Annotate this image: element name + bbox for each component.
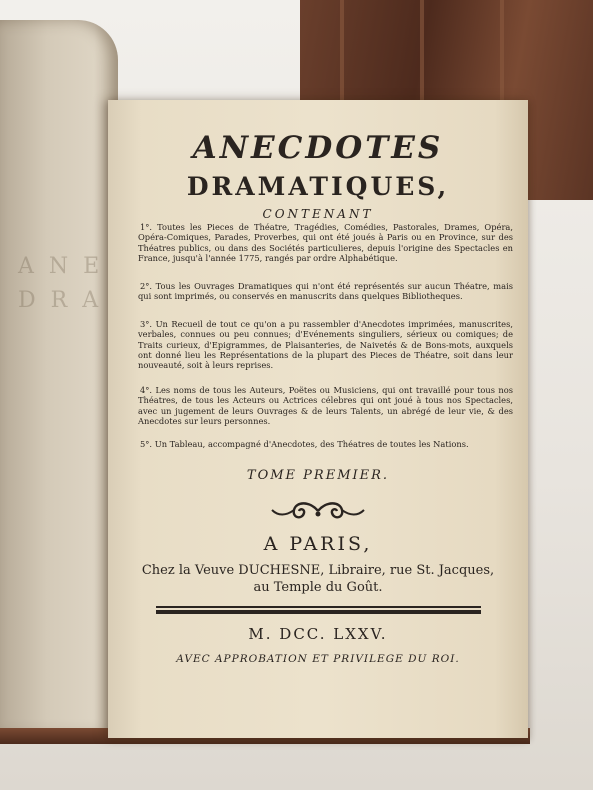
title-line-2: DRAMATIQUES, (186, 172, 450, 201)
contents-item-3: 3°. Un Recueil de tout ce qu'on a pu rassembler d'Anecdotes imprimées, manuscrites, verbales, connues ou peu connues; d'Evénements singuliers, sérieux ou comiques; de Traits curieux, d'Epigrammes, de Plaisanteries, de Naivetés & de Bons-mots, auxquels ont donné lieu les Représentations de la plupart des Pieces de Théatre, soit dans leur nouveauté, soit à leurs reprises. (138, 319, 513, 371)
publication-year: M. DCC. LXXV. (248, 625, 388, 643)
volume-label: TOME PREMIER. (246, 468, 390, 483)
publisher-block (108, 562, 528, 596)
title-page (108, 100, 528, 738)
show-through-text: A N E D R A (18, 254, 104, 313)
contents-item-2: 2°. Tous les Ouvrages Dramatiques qui n'ont été représentés sur aucun Théatre, mais qui sont imprimés, ou conservés en manuscrits dans quelques Bibliotheques. (138, 281, 513, 302)
title-line-1: ANECDOTES (192, 130, 444, 166)
left-facing-page (0, 20, 118, 735)
publisher-line-1: Chez la Veuve DUCHESNE, Libraire, rue St. Jacques, (141, 563, 495, 578)
contents-item-5: 5°. Un Tableau, accompagné d'Anecdotes, des Théatres de toutes les Nations. (140, 439, 469, 449)
publisher-line-2: au Temple du Goût. (253, 580, 383, 595)
subtitle: CONTENANT (262, 207, 374, 221)
contents-item-1: 1°. Toutes les Pieces de Théatre, Tragédies, Comédies, Pastorales, Drames, Opéra, Opéra-Comiques, Parades, Proverbes, qui ont été joués à Paris ou en Province, sur des Théatres publics, ou dans des Sociétés particulieres, depuis l'origine des Spectacles en France, jusqu'à l'année 1775, rangés par ordre Alphabétique. (138, 222, 513, 263)
approbation-line: AVEC APPROBATION ET PRIVILEGE DU ROI. (176, 653, 460, 665)
ornamental-rule (156, 605, 481, 615)
contents-item-4: 4°. Les noms de tous les Auteurs, Poëtes ou Musiciens, qui ont travaillé pour tous nos Théatres, de tous les Acteurs ou Actrices célebres qui ont joué à tous nos Spectacles, avec un jugement de leurs Ouvrages & de leurs Talents, un abrégé de leur vie, & des Anecdotes sur leurs personnes. (138, 385, 513, 426)
imprint-city: A PARIS, (263, 533, 373, 555)
fleuron-ornament (258, 498, 378, 524)
